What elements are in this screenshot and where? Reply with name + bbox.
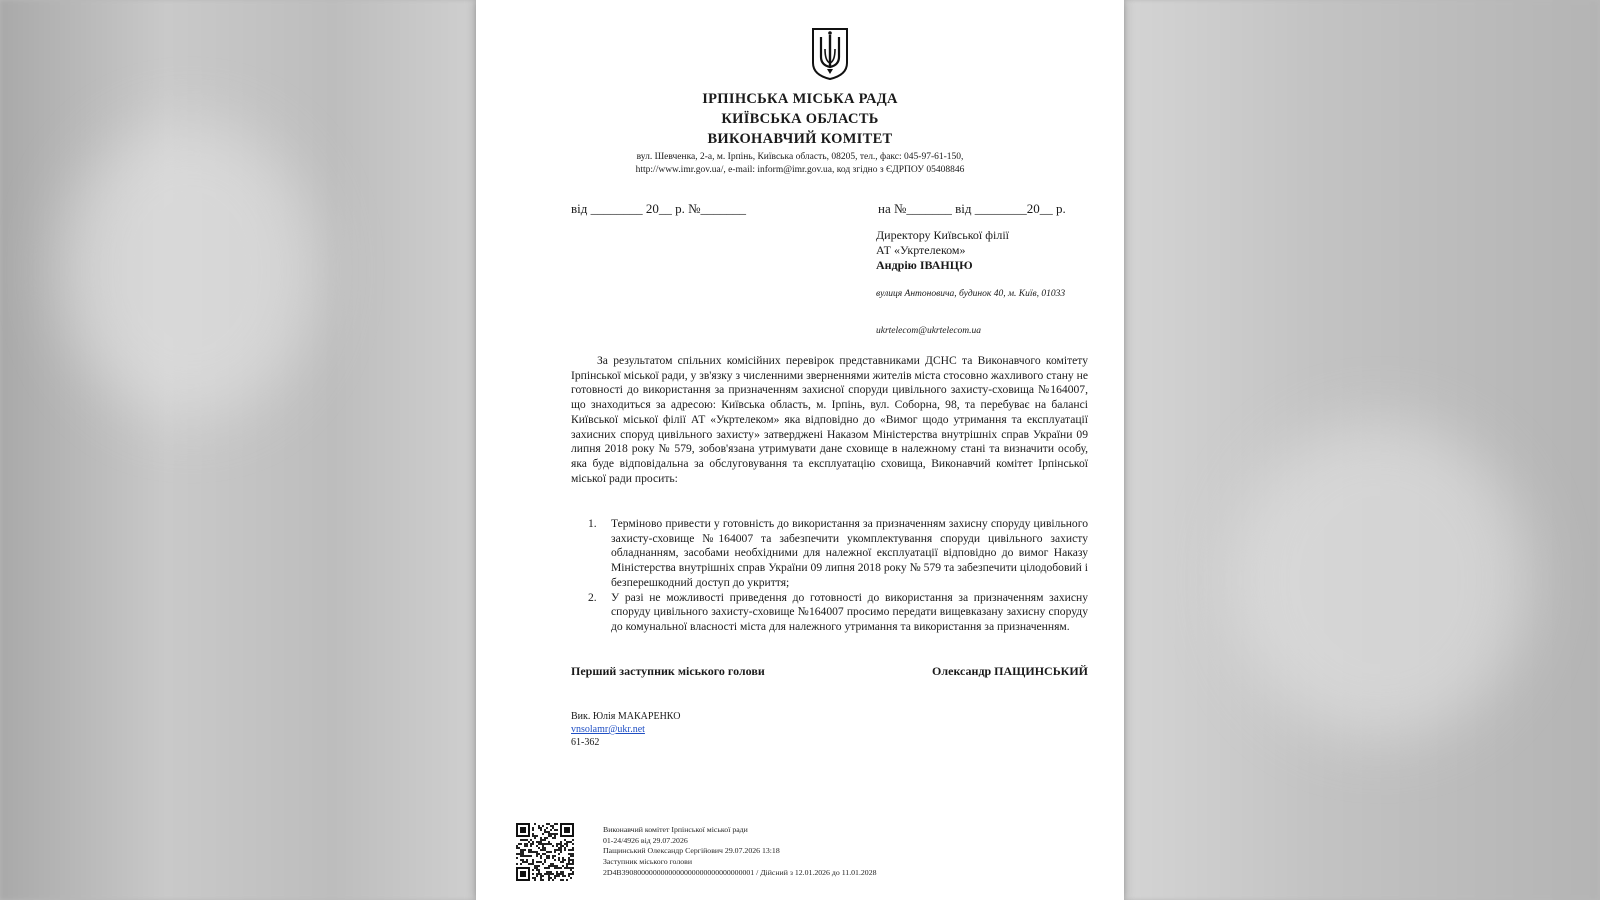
coat-of-arms-icon <box>811 27 849 81</box>
executor-email-link[interactable]: vnsolamr@ukr.net <box>571 724 645 735</box>
council-name: ІРПІНСЬКА МІСЬКА РАДА <box>702 91 898 107</box>
executor-name: Вик. Юлія МАКАРЕНКО <box>571 711 681 722</box>
recipient-position: Директору Київської філії <box>876 228 1010 242</box>
letter-body: За результатом спільних комісійних перевірок представниками ДСНС та Виконавчого комітету Ірпінської міської ради, у зв'язку з численними зверненнями жителів міста стосовно жахливого стану не готовності до використання за призначенням захисної споруди цивільного захисту-сховища №164007, що знаходиться за адресою: Київська область, м. Ірпінь, вул. Соборна, 98, та перебуває на балансі Київської міської філії АТ «Укртелеком» яка відповідно до «Вимог щодо утримання та експлуатації захисних споруд цивільного захисту» затверджені Наказом Міністерства внутрішніх справ України 09 липня 2018 року № 579, зобов'язана утримувати дане сховище в належному стані та визначити особу, яка буде відповідальна за обслуговування та експлуатацію сховища, Виконавчий комітет Ірпінської міської ради просить: <box>571 354 1088 485</box>
electronic-signature-stamp <box>603 825 877 879</box>
stamp-organization: Виконавчий комітет Ірпінської міської ради <box>603 825 748 834</box>
recipient-address: вулиця Антоновича, будинок 40, м. Київ, 01033 <box>876 289 1066 299</box>
background-blur <box>60 120 320 420</box>
stamp-signer-position: Заступник міського голови <box>603 857 692 867</box>
signatory-name: Олександр ПАЩИНСЬКИЙ <box>932 664 1088 678</box>
list-item-text: У разі не можливості приведення до готовності до використання за призначенням захисну споруду цивільного захисту-сховище №164007 просимо передати вищевказану захисну споруду до комунальної власності міста для належного утримання та використання за призначенням. <box>611 590 1088 633</box>
list-item-text: Терміново привести у готовність до використання за призначенням захисну споруду цивільного захисту-сховище №164007 та забезпечити укомплектування споруди цивільного захисту обладнанням, засобами необхідними для належної експлуатації відповідно до вимог Наказу Міністерства внутрішніх справ України 09 липня 2018 року № 579 та забезпечити цілодобовий і безперешкодний доступ до укриття; <box>611 517 1088 589</box>
document-page <box>476 0 1124 900</box>
recipient-company: АТ «Укртелеком» <box>876 243 966 257</box>
incoming-reference: на №_______ від ________20__ р. <box>878 201 1066 216</box>
committee-name: ВИКОНАВЧИЙ КОМІТЕТ <box>707 131 893 147</box>
executor-phone: 61-362 <box>571 737 600 748</box>
list-item <box>588 517 1088 591</box>
outgoing-registration: від ________ 20__ р. №_______ <box>571 201 747 216</box>
stamp-registration: 01-24/4926 від 29.07.2026 <box>603 835 688 845</box>
recipient-name: Андрію ІВАНЦЮ <box>876 258 973 272</box>
request-list <box>588 517 1088 635</box>
region-name: КИЇВСЬКА ОБЛАСТЬ <box>721 111 879 127</box>
list-item-number: 1. <box>588 517 597 530</box>
stamp-certificate: 2D4B3908000000000000000000000000000001 / Дійсний з 12.01.2026 до 11.01.2028 <box>603 867 877 877</box>
background-blur <box>1230 420 1530 740</box>
list-item-number: 2. <box>588 590 597 604</box>
council-address: вул. Шевченка, 2-а, м. Ірпінь, Київська область, 08205, тел., факс: 045-97-61-150, <box>636 152 964 162</box>
council-contacts: http://www.imr.gov.ua/, e-mail: inform@imr.gov.ua, код згідно з ЄДРПОУ 05408846 <box>635 165 965 175</box>
qr-code-icon <box>516 823 574 881</box>
signatory-position: Перший заступник міського голови <box>571 664 765 678</box>
recipient-email: ukrtelecom@ukrtelecom.ua <box>876 326 982 336</box>
list-item <box>588 591 1088 635</box>
stamp-signer: Пащинський Олександр Сергійович 29.07.2026 13:18 <box>603 846 780 856</box>
